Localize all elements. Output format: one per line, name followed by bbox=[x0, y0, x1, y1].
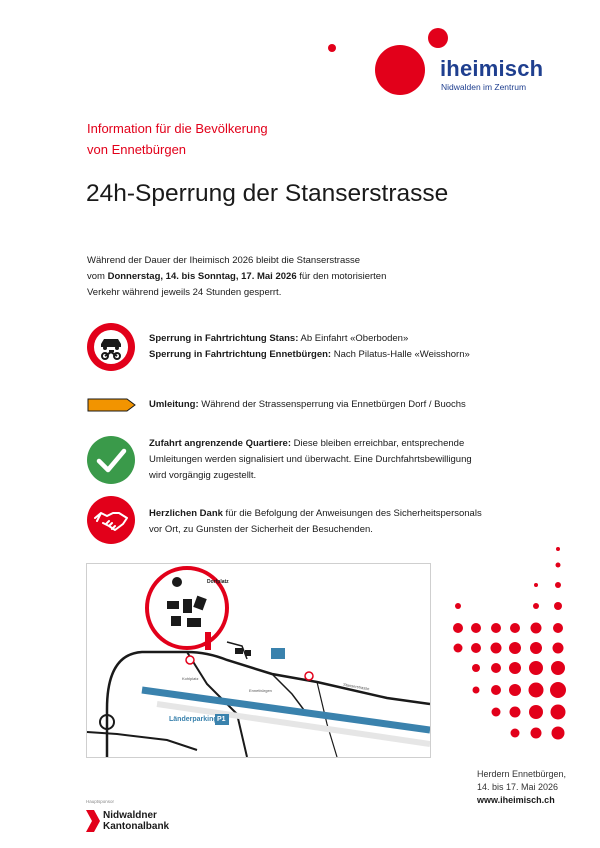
access-label: Zufahrt angrenzende Quartiere: bbox=[149, 438, 291, 449]
map-label-kohlplatz: Kohlplatz bbox=[182, 676, 199, 681]
intro-line-2: von Ennetbürgen bbox=[87, 142, 187, 157]
closure-stans-text: Ab Einfahrt «Oberboden» bbox=[298, 333, 409, 344]
map-label-stanserstrasse: Stanserstrasse bbox=[342, 681, 370, 692]
map-drawing bbox=[87, 564, 430, 757]
detour-text: Während der Strassensperrung via Ennetbürgen Dorf / Buochs bbox=[198, 399, 466, 410]
thanks-line-2: vor Ort, zu Gunsten der Sicherheit der Besuchenden. bbox=[149, 524, 373, 535]
access-line-3: wird vorgängig zugestellt. bbox=[149, 470, 257, 481]
footer-location: Herdern Ennetbürgen, bbox=[477, 769, 567, 779]
brand-dots-logo bbox=[320, 20, 460, 100]
detour-label: Umleitung: bbox=[149, 399, 199, 410]
thanks-line-1 bbox=[149, 506, 482, 522]
sponsor-logo-icon bbox=[86, 810, 100, 832]
map-parking-label: Länderparking bbox=[169, 716, 218, 723]
footer-dates: 14. bis 17. Mai 2026 bbox=[477, 782, 559, 792]
sponsor-name-line-1: Nidwaldner bbox=[103, 810, 157, 821]
no-motor-vehicles-sign-icon bbox=[87, 323, 135, 371]
lead-line-1: Während der Dauer der Iheimisch 2026 bleibt die Stanserstrasse bbox=[87, 255, 361, 266]
closure-ennetbuergen-text: Nach Pilatus-Halle «Weisshorn» bbox=[331, 349, 470, 360]
closure-line-1 bbox=[149, 331, 470, 347]
intro-text bbox=[87, 118, 268, 160]
lead-dates: Donnerstag, 14. bis Sonntag, 17. Mai 2026 bbox=[107, 271, 297, 282]
closure-line-2 bbox=[149, 347, 470, 363]
handshake-icon bbox=[87, 496, 135, 544]
thanks-text-1: für die Befolgung der Anweisungen des Sicherheitspersonals bbox=[222, 508, 482, 519]
map-parking-tag: P1 bbox=[217, 716, 226, 723]
thanks-label: Herzlichen Dank bbox=[149, 508, 223, 519]
access-line-2: Umleitungen werden signalisiert und überwacht. Eine Durchfahrtsbewilligung bbox=[149, 454, 472, 465]
closure-stans-label: Sperrung in Fahrtrichtung Stans: bbox=[149, 333, 299, 344]
area-map bbox=[86, 563, 431, 758]
brand-wordmark: iheimisch bbox=[440, 56, 544, 81]
access-info bbox=[149, 436, 472, 484]
page-title: 24h-Sperrung der Stanserstrasse bbox=[86, 180, 449, 207]
access-line-1 bbox=[149, 436, 472, 452]
thanks-info bbox=[149, 506, 482, 538]
footer-url[interactable]: www.iheimisch.ch bbox=[477, 795, 555, 805]
detour-info bbox=[149, 397, 466, 413]
map-inset-label: Dorfplatz bbox=[207, 579, 229, 585]
map-label-ennetbuergen: Ennetbürgen bbox=[249, 688, 272, 693]
lead-line-3: Verkehr während jeweils 24 Stunden gesperrt. bbox=[87, 287, 282, 298]
orange-arrow-icon bbox=[87, 397, 137, 413]
lead-paragraph bbox=[87, 253, 386, 301]
sponsor-name bbox=[103, 810, 169, 832]
decorative-dot-grid bbox=[440, 540, 600, 755]
check-icon bbox=[87, 436, 135, 484]
sponsor-label: Hauptsponsor bbox=[86, 799, 115, 804]
sponsor-name-line-2: Kantonalbank bbox=[103, 821, 170, 832]
lead-line-2-suffix: für den motorisierten bbox=[296, 271, 387, 282]
footer-event-info bbox=[477, 768, 566, 807]
intro-line-1: Information für die Bevölkerung bbox=[87, 121, 268, 136]
lead-line-2-prefix: vom bbox=[87, 271, 108, 282]
closure-ennetbuergen-label: Sperrung in Fahrtrichtung Ennetbürgen: bbox=[149, 349, 332, 360]
detour-line bbox=[149, 397, 466, 413]
closure-info bbox=[149, 331, 470, 363]
lead-line-2 bbox=[87, 269, 386, 285]
brand-tagline: Nidwalden im Zentrum bbox=[441, 82, 527, 92]
access-text-1: Diese bleiben erreichbar, entsprechende bbox=[291, 438, 465, 449]
